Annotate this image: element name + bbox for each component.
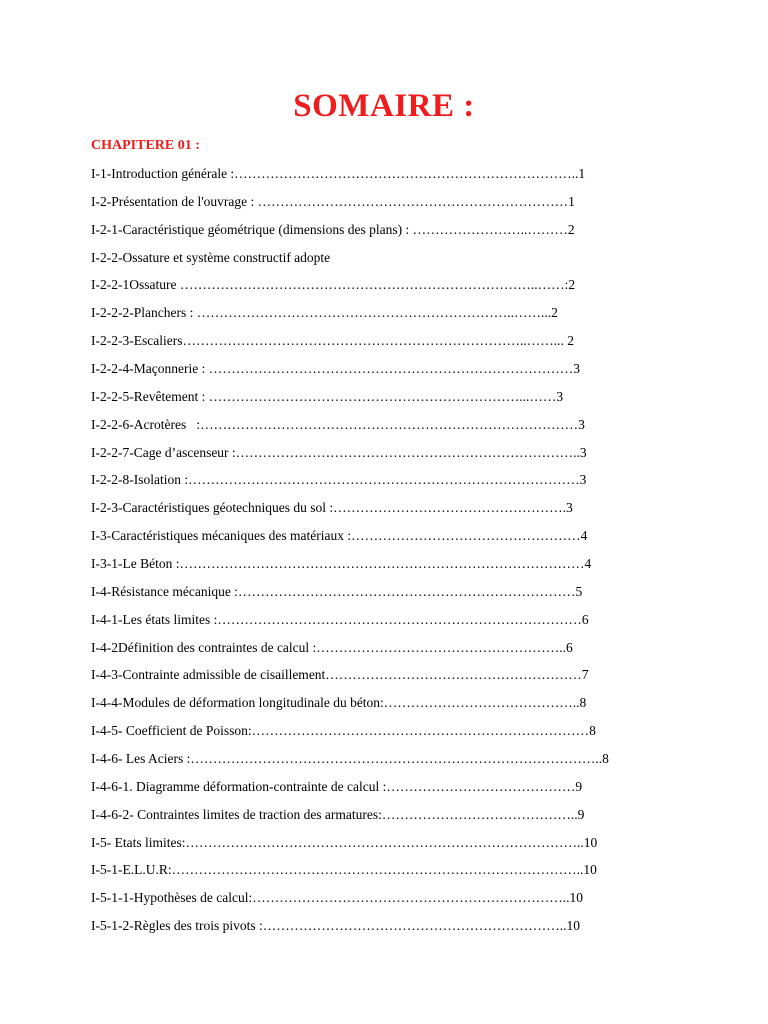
toc-entry: I-2-1-Caractéristique géométrique (dimensions des plans) : ……………………..………2 (91, 221, 575, 237)
toc-entry: I-2-2-1Ossature ……………………………………………………………………..……:2 (91, 277, 576, 293)
toc-entry: I-2-2-7-Cage d’ascenseur :…………………………………………………………………..3 (91, 444, 587, 460)
toc-entry: I-2-2-5-Revêtement : ……………………………………………………………...……3 (91, 388, 564, 404)
toc-entry: I-2-2-2-Planchers : ……………………………………………………………..……...2 (91, 305, 558, 321)
toc-entry: I-2-2-3-Escaliers…………………………………………………………………..……... 2 (91, 333, 574, 349)
toc-entry: I-4-4-Modules de déformation longitudinale du béton:……………………………………..8 (91, 695, 587, 711)
toc-entry: I-4-Résistance mécanique :…………………………………………………………………5 (91, 583, 583, 599)
chapter-heading: CHAPITERE 01 : (91, 138, 200, 153)
toc-entry: I-4-2Définition des contraintes de calcul :………………………………………………..6 (91, 639, 573, 655)
toc-entry: I-2-3-Caractéristiques géotechniques du sol :…………………………………………….3 (91, 500, 573, 516)
toc-entry: I-2-2-8-Isolation :……………………………………………………………………………3 (91, 472, 587, 488)
toc-entry: I-4-5- Coefficient de Poisson:…………………………………………………………………8 (91, 723, 596, 739)
toc-entry: I-5- Etats limites:……………………………………………………………………………..10 (91, 834, 598, 850)
toc-entry: I-5-1-1-Hypothèses de calcul:……………………………………………………………..10 (91, 890, 583, 906)
toc-entry: I-2-2-Ossature et système constructif adopte (91, 249, 331, 265)
toc-entry: I-2-2-4-Maçonnerie : ………………………………………………………………………3 (91, 361, 580, 377)
toc-entry: I-5-1-2-Règles des trois pivots :…………………………………………………………..10 (91, 918, 580, 934)
page-title: SOMAIRE : (293, 88, 475, 124)
toc-entry: I-4-3-Contrainte admissible de cisaillement…………………………………………………7 (91, 667, 589, 683)
toc-entry: I-4-6- Les Aciers :………………………………………………………………………………..8 (91, 751, 609, 767)
toc-entry: I-1-Introduction générale :…………………………………………………………………..1 (91, 166, 586, 181)
table-of-contents (91, 164, 671, 944)
toc-entry: I-3-1-Le Béton :………………………………………………………………………………4 (91, 556, 592, 572)
toc-entry: I-3-Caractéristiques mécaniques des matériaux :……………………………………………4 (91, 528, 588, 544)
toc-entry: I-4-6-2- Contraintes limites de traction des armatures:……………………………………..9 (91, 806, 585, 822)
toc-entry: I-4-6-1. Diagramme déformation-contrainte de calcul :……………………………………9 (91, 778, 583, 794)
toc-entry: I-5-1-E.L.U.R:………………………………………………………………………………..10 (91, 862, 597, 878)
toc-entry: I-2-2-6-Acrotères :…………………………………………………………………………3 (91, 416, 585, 432)
toc-entry: I-4-1-Les états limites :………………………………………………………………………6 (91, 611, 589, 627)
toc-entry: I-2-Présentation de l'ouvrage : ……………………………………………………………1 (91, 193, 575, 209)
